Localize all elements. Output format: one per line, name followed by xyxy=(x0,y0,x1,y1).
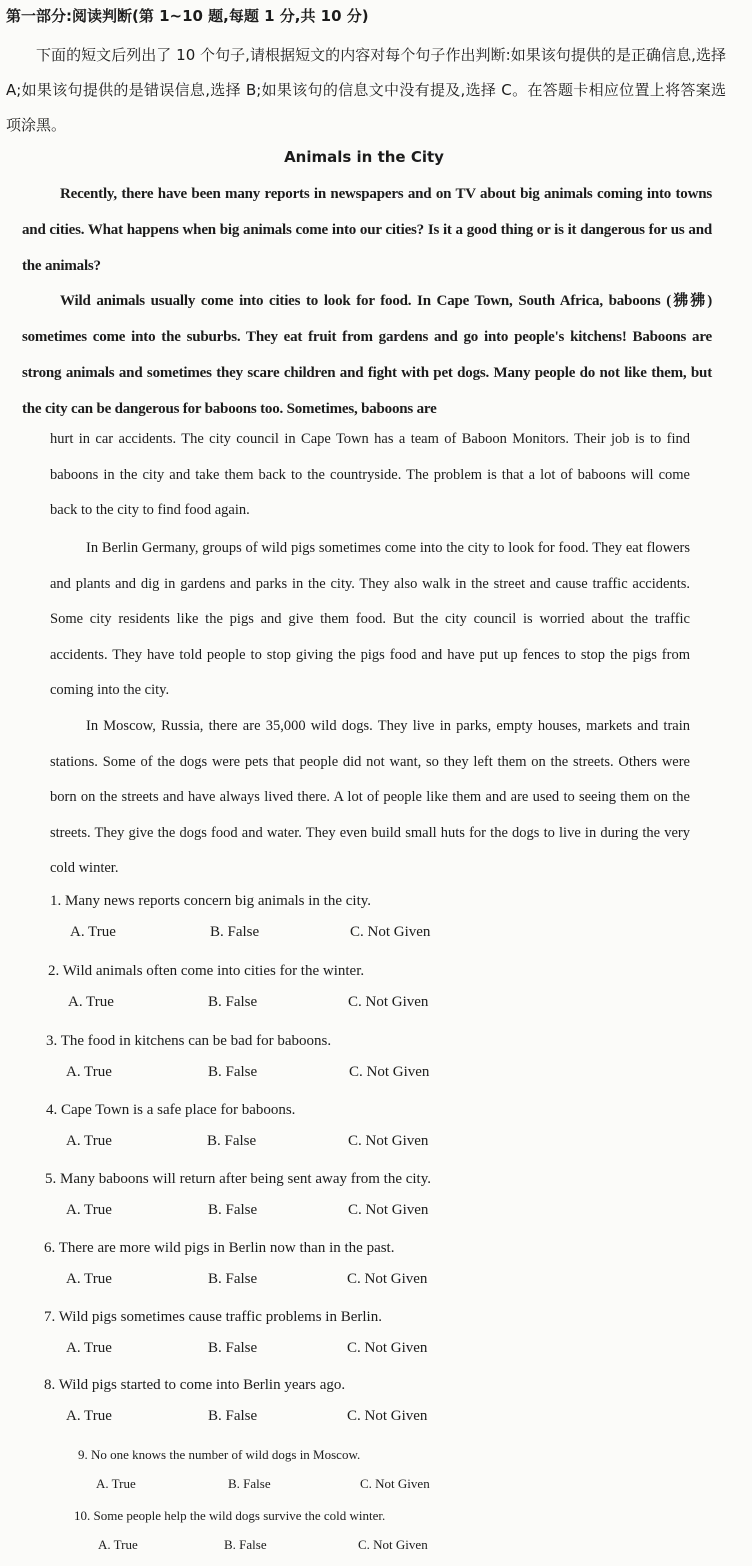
question-8-option-a[interactable]: A. True xyxy=(66,1408,112,1424)
question-8-stem: 8. Wild pigs started to come into Berlin years ago. xyxy=(44,1377,346,1393)
question-9-option-c[interactable]: C. Not Given xyxy=(360,1476,430,1491)
question-10-option-a[interactable]: A. True xyxy=(98,1537,138,1552)
question-8-option-c[interactable]: C. Not Given xyxy=(347,1408,428,1424)
question-3-options xyxy=(46,1064,430,1084)
passage-title: Animals in the City xyxy=(284,148,444,166)
paragraph-berlin-text: In Berlin Germany, groups of wild pigs sometimes come into the city to look for food. They eat flowers and plants and dig in gardens and parks in the city. They also walk in the street and cause traffic accidents. Some city residents like the pigs and give them food. But the city council is worried about the traffic accidents. They have told people to stop giving the pigs food and have put up fences to stop the pigs from coming into the city. xyxy=(50,540,690,698)
question-8-options xyxy=(44,1408,428,1428)
question-1-options xyxy=(50,924,431,944)
question-9-stem: 9. No one knows the number of wild dogs in Moscow. xyxy=(78,1447,361,1462)
paragraph-cape-town-text: Wild animals usually come into cities to look for food. In Cape Town, South Africa, baboons (狒狒) sometimes come into the suburbs. They eat fruit from gardens and go into people's kitchens! Baboons are strong animals and sometimes they scare children and fight with pet dogs. Many people do not like them, but the city can be dangerous for baboons too. Sometimes, baboons are xyxy=(22,293,712,417)
question-5-option-b[interactable]: B. False xyxy=(208,1202,258,1218)
paragraph-berlin xyxy=(50,531,690,709)
question-3-stem: 3. The food in kitchens can be bad for baboons. xyxy=(46,1033,332,1049)
question-5-option-c[interactable]: C. Not Given xyxy=(348,1202,429,1218)
paragraph-moscow-text: In Moscow, Russia, there are 35,000 wild dogs. They live in parks, empty houses, markets and train stations. Some of the dogs were pets that people did not want, so they left them on the streets. Others were born on the streets and have always lived there. A lot of people like them and are used to seeing them on the streets. They give the dogs food and water. They even build small huts for the dogs to live in during the very cold winter. xyxy=(50,718,690,876)
question-1-option-c[interactable]: C. Not Given xyxy=(350,924,431,940)
instructions xyxy=(6,38,726,143)
question-2-option-b[interactable]: B. False xyxy=(208,994,258,1010)
question-5-option-a[interactable]: A. True xyxy=(66,1202,112,1218)
question-5-options xyxy=(45,1202,431,1222)
question-4-option-b[interactable]: B. False xyxy=(207,1133,257,1149)
question-3-option-c[interactable]: C. Not Given xyxy=(349,1064,430,1080)
question-7-stem: 7. Wild pigs sometimes cause traffic problems in Berlin. xyxy=(44,1309,382,1325)
question-6-option-c[interactable]: C. Not Given xyxy=(347,1271,428,1287)
question-1-option-b[interactable]: B. False xyxy=(210,924,260,940)
question-2-options xyxy=(48,994,429,1014)
question-4-options xyxy=(46,1133,429,1153)
question-2-stem: 2. Wild animals often come into cities for the winter. xyxy=(48,963,365,979)
question-4 xyxy=(46,1102,429,1153)
paragraph-cape-town xyxy=(22,283,712,427)
question-3 xyxy=(46,1033,430,1084)
question-6-option-b[interactable]: B. False xyxy=(208,1271,258,1287)
question-9-option-b[interactable]: B. False xyxy=(228,1476,271,1491)
question-2 xyxy=(48,963,429,1014)
question-10-option-b[interactable]: B. False xyxy=(224,1537,267,1552)
paragraph-cape-town-continued xyxy=(50,422,690,529)
question-8-option-b[interactable]: B. False xyxy=(208,1408,258,1424)
question-2-option-c[interactable]: C. Not Given xyxy=(348,994,429,1010)
question-5 xyxy=(45,1171,431,1222)
question-7 xyxy=(44,1309,428,1360)
question-7-option-a[interactable]: A. True xyxy=(66,1340,112,1356)
question-3-option-b[interactable]: B. False xyxy=(208,1064,258,1080)
section-heading: 第一部分:阅读判断(第 1~10 题,每题 1 分,共 10 分) xyxy=(6,7,369,25)
question-1 xyxy=(50,893,431,944)
question-1-option-a[interactable]: A. True xyxy=(70,924,116,940)
question-7-option-b[interactable]: B. False xyxy=(208,1340,258,1356)
question-4-stem: 4. Cape Town is a safe place for baboons. xyxy=(46,1102,296,1118)
question-7-options xyxy=(44,1340,428,1360)
question-5-stem: 5. Many baboons will return after being sent away from the city. xyxy=(45,1171,432,1187)
question-6-option-a[interactable]: A. True xyxy=(66,1271,112,1287)
question-8 xyxy=(44,1377,428,1428)
paragraph-moscow xyxy=(50,709,690,887)
instructions-text: 下面的短文后列出了 10 个句子,请根据短文的内容对每个句子作出判断:如果该句提供的是正确信息,选择 A;如果该句提供的是错误信息,选择 B;如果该句的信息文中没有提及,选择 C。在答题卡相应位置上将答案选项涂黑。 xyxy=(6,46,726,134)
paragraph-intro xyxy=(22,176,712,284)
paragraph-cape-town-continued-text: hurt in car accidents. The city council in Cape Town has a team of Baboon Monitors. Their job is to find baboons in the city and take them back to the countryside. The problem is that a lot of baboons will come back to the city to find food again. xyxy=(50,431,690,518)
question-9-options xyxy=(78,1476,430,1496)
question-10-stem: 10. Some people help the wild dogs survive the cold winter. xyxy=(74,1508,386,1523)
question-10-option-c[interactable]: C. Not Given xyxy=(358,1537,428,1552)
question-6-stem: 6. There are more wild pigs in Berlin now than in the past. xyxy=(44,1240,395,1256)
paragraph-intro-text: Recently, there have been many reports in newspapers and on TV about big animals coming into towns and cities. What happens when big animals come into our cities? Is it a good thing or is it dangerous for us and the animals? xyxy=(22,186,712,274)
question-7-option-c[interactable]: C. Not Given xyxy=(347,1340,428,1356)
question-4-option-a[interactable]: A. True xyxy=(66,1133,112,1149)
question-4-option-c[interactable]: C. Not Given xyxy=(348,1133,429,1149)
question-10-options xyxy=(74,1537,428,1557)
question-6-options xyxy=(44,1271,428,1291)
question-6 xyxy=(44,1240,428,1291)
question-9 xyxy=(78,1447,430,1496)
question-2-option-a[interactable]: A. True xyxy=(68,994,114,1010)
question-3-option-a[interactable]: A. True xyxy=(66,1064,112,1080)
question-1-stem: 1. Many news reports concern big animals in the city. xyxy=(50,893,372,909)
question-10 xyxy=(74,1508,428,1557)
question-9-option-a[interactable]: A. True xyxy=(96,1476,136,1491)
